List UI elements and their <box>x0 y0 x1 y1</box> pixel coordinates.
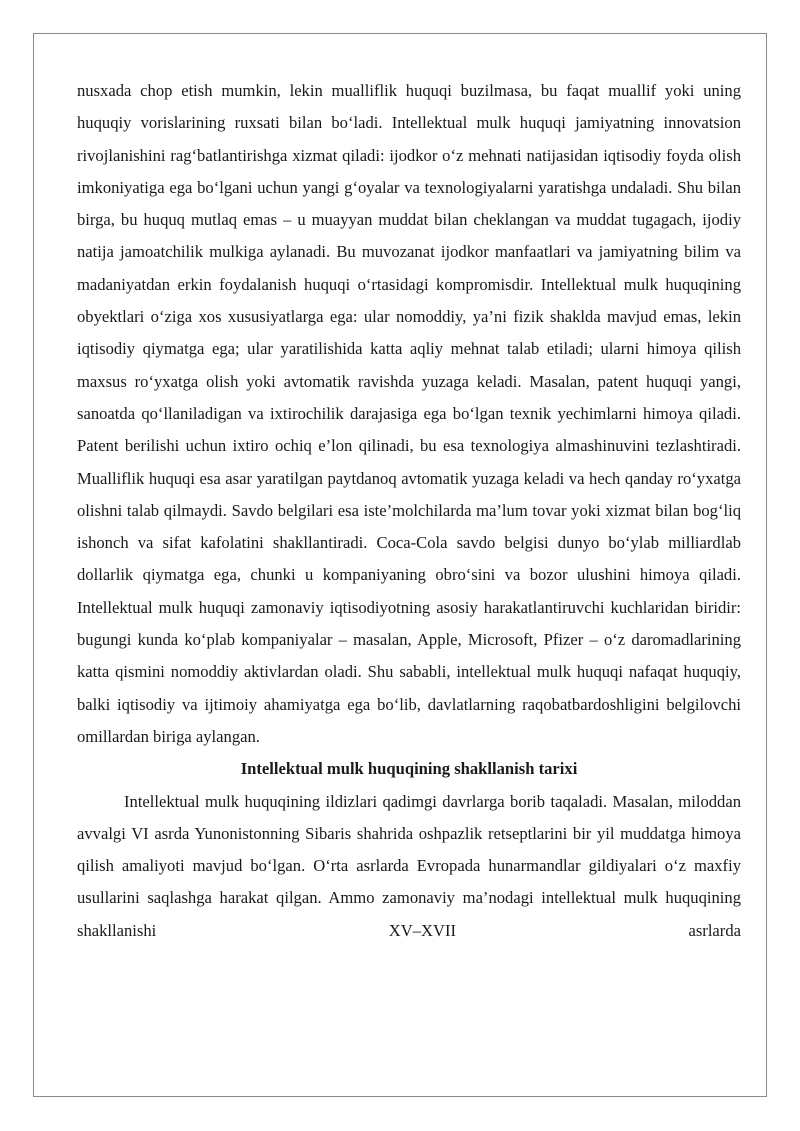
body-paragraph: nusxada chop etish mumkin, lekin mualliflik huquqi buzilmasa, bu faqat muallif yoki uning huquqiy vorislarining ruxsati bilan bo‘ladi. Intellektual mulk huquqi jamiyatning innovatsion rivojlanishini rag‘batlantirishga xizmat qiladi: ijodkor o‘z mehnati natijasidan iqtisodiy foyda olish imkoniyatiga ega bo‘lgani uchun yangi g‘oyalar va texnologiyalarni yaratishga undaladi. Shu bilan birga, bu huquq mutlaq emas – u muayyan muddat bilan cheklangan va muddat tugagach, ijodiy natija jamoatchilik mulkiga aylanadi. Bu muvozanat ijodkor manfaatlari va jamiyatning bilim va madaniyatdan erkin foydalanish huquqi o‘rtasidagi kompromisdir. Intellektual mulk huquqining obyektlari o‘ziga xos xususiyatlarga ega: ular nomoddiy, ya’ni fizik shaklda mavjud emas, lekin iqtisodiy qiymatga ega; ular yaratilishida katta aqliy mehnat talab etiladi; ularni himoya qilish maxsus ro‘yxatga olish yoki avtomatik ravishda yuzaga keladi. Masalan, patent huquqi yangi, sanoatda qo‘llaniladigan va ixtirochilik darajasiga ega bo‘lgan texnik yechimlarni himoya qiladi. Patent berilishi uchun ixtiro ochiq e’lon qilinadi, bu esa texnologiya almashinuvini tezlashtiradi. Mualliflik huquqi esa asar yaratilgan paytdanoq avtomatik yuzaga keladi va hech qanday ro‘yxatga olishni talab qilmaydi. Savdo belgilari esa iste’molchilarda ma’lum tovar yoki xizmat bilan bog‘liq ishonch va sifat kafolatini shakllantiradi. Coca-Cola savdo belgisi dunyo bo‘ylab milliardlab dollarlik qiymatga ega, chunki u kompaniyaning obro‘sini va bozor ulushini himoya qiladi. Intellektual mulk huquqi zamonaviy iqtisodiyotning asosiy harakatlantiruvchi kuchlaridan biridir: bugungi kunda ko‘plab kompaniyalar – masalan, Apple, Microsoft, Pfizer – o‘z daromadlarining katta qismini nomoddiy aktivlardan oladi. Shu sababli, intellektual mulk huquqi nafaqat huquqiy, balki iqtisodiy va ijtimoiy ahamiyatga ega bo‘lib, davlatlarning raqobatbardoshligini belgilovchi omillardan biriga aylangan. <box>77 81 741 746</box>
body-paragraph: Intellektual mulk huquqining ildizlari qadimgi davrlarga borib taqaladi. Masalan, miloddan avvalgi VI asrda Yunonistonning Sibaris shahrida oshpazlik retseptlarini bir yil muddatga himoya qilish amaliyoti mavjud bo‘lgan. O‘rta asrlarda Evropada hunarmandlar gildiyalari o‘z maxfiy usullarini saqlashga harakat qilgan. Ammo zamonaviy ma’nodagi intellektual mulk huquqining shakllanishi XV–XVII asrlarda <box>77 791 741 940</box>
document-body <box>77 75 741 947</box>
section-heading: Intellektual mulk huquqining shakllanish tarixi <box>240 759 578 779</box>
